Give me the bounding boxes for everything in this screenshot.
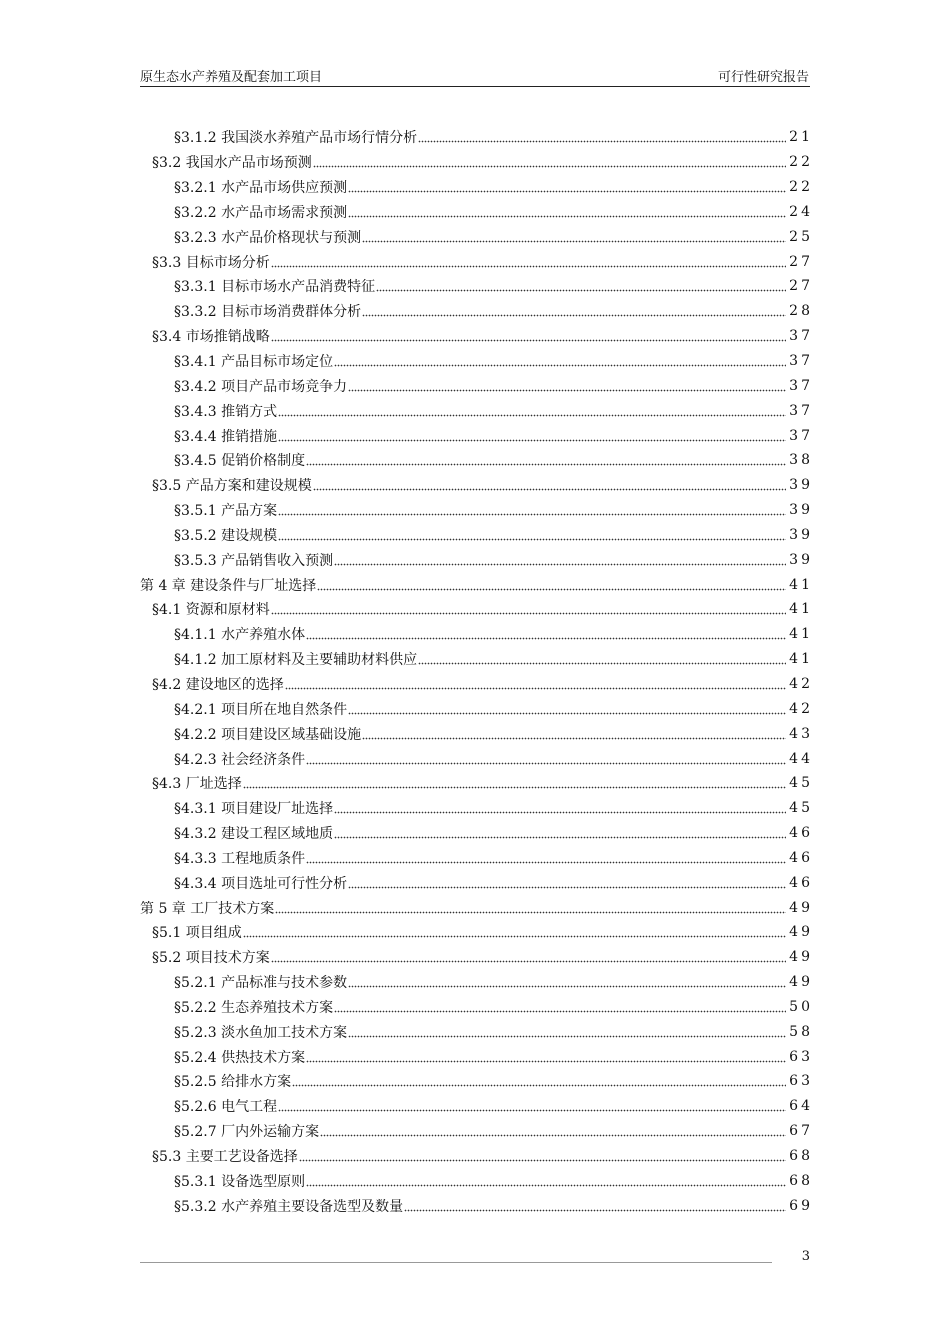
toc-entry-page: 39: [789, 551, 813, 568]
toc-dot-leader: [320, 1125, 786, 1137]
toc-entry-title: §4.1 资源和原材料: [152, 602, 270, 619]
toc-entry-title: §4.2.3 社会经济条件: [174, 751, 306, 768]
toc-entry-page: 41: [789, 651, 813, 668]
toc-entry[interactable]: [140, 1193, 813, 1218]
toc-dot-leader: [334, 554, 786, 566]
toc-entry-page: 28: [789, 303, 813, 320]
toc-entry-page: 50: [789, 998, 813, 1015]
toc-entry[interactable]: [140, 746, 813, 771]
toc-entry[interactable]: [140, 647, 813, 672]
toc-entry-title: §3.4 市场推销战略: [152, 329, 270, 346]
toc-dot-leader: [313, 479, 786, 491]
toc-entry-page: 37: [789, 377, 813, 394]
toc-entry-title: §4.2 建设地区的选择: [152, 676, 284, 693]
toc-entry-page: 69: [789, 1197, 813, 1214]
toc-entry-page: 39: [789, 526, 813, 543]
toc-dot-leader: [292, 1075, 786, 1087]
toc-entry-page: 41: [789, 601, 813, 618]
toc-entry-page: 46: [789, 874, 813, 891]
toc-entry[interactable]: [140, 796, 813, 821]
toc-dot-leader: [348, 703, 786, 715]
toc-entry[interactable]: [140, 398, 813, 423]
toc-entry[interactable]: [140, 523, 813, 548]
toc-entry-title: §5.3.2 水产养殖主要设备选型及数量: [174, 1198, 404, 1215]
toc-dot-leader: [306, 1175, 786, 1187]
toc-entry-page: 22: [789, 179, 813, 196]
toc-dot-leader: [418, 653, 786, 665]
toc-dot-leader: [278, 504, 786, 516]
toc-entry[interactable]: [140, 672, 813, 697]
toc-entry[interactable]: [140, 299, 813, 324]
toc-entry[interactable]: [140, 920, 813, 945]
toc-dot-leader: [334, 827, 786, 839]
toc-entry-page: 46: [789, 849, 813, 866]
table-of-contents: [140, 125, 813, 1218]
toc-entry-title: §4.1.2 加工原材料及主要辅助材料供应: [174, 652, 418, 669]
toc-entry-page: 27: [789, 253, 813, 270]
toc-entry-title: §3.3.1 目标市场水产品消费特征: [174, 279, 376, 296]
toc-entry-title: §4.3.2 建设工程区域地质: [174, 826, 334, 843]
toc-dot-leader: [334, 355, 786, 367]
toc-entry-page: 49: [789, 899, 813, 916]
toc-entry-title: §3.3.2 目标市场消费群体分析: [174, 304, 362, 321]
toc-dot-leader: [306, 753, 786, 765]
toc-dot-leader: [299, 1150, 786, 1162]
toc-entry-page: 21: [789, 129, 813, 146]
toc-dot-leader: [362, 305, 786, 317]
toc-entry[interactable]: [140, 1044, 813, 1069]
toc-entry-title: §3.1.2 我国淡水养殖产品市场行情分析: [174, 130, 418, 147]
toc-entry-title: §3.2.2 水产品市场需求预测: [174, 204, 348, 221]
toc-entry-page: 37: [789, 353, 813, 370]
toc-entry-page: 38: [789, 452, 813, 469]
toc-entry[interactable]: [140, 324, 813, 349]
toc-entry-title: §3.5.3 产品销售收入预测: [174, 552, 334, 569]
toc-entry-page: 24: [789, 203, 813, 220]
toc-dot-leader: [271, 603, 786, 615]
toc-entry-title: §3.2.3 水产品价格现状与预测: [174, 229, 362, 246]
toc-entry[interactable]: [140, 274, 813, 299]
toc-entry[interactable]: [140, 150, 813, 175]
toc-entry[interactable]: [140, 498, 813, 523]
header-document-type: 可行性研究报告: [717, 70, 809, 85]
toc-dot-leader: [306, 628, 786, 640]
toc-dot-leader: [285, 678, 786, 690]
toc-entry-page: 67: [789, 1123, 813, 1140]
toc-entry[interactable]: [140, 175, 813, 200]
toc-entry[interactable]: [140, 945, 813, 970]
toc-entry-page: 41: [789, 626, 813, 643]
footer-divider: [140, 1262, 772, 1263]
toc-entry-page: 49: [789, 924, 813, 941]
toc-entry[interactable]: [140, 125, 813, 150]
toc-entry-title: §5.2.2 生态养殖技术方案: [174, 999, 334, 1016]
toc-dot-leader: [278, 529, 786, 541]
toc-entry-title: §4.3.3 工程地质条件: [174, 850, 306, 867]
toc-entry-page: 49: [789, 949, 813, 966]
toc-entry-page: 25: [789, 228, 813, 245]
toc-entry-title: §5.2.1 产品标准与技术参数: [174, 975, 348, 992]
toc-entry-page: 39: [789, 502, 813, 519]
toc-entry[interactable]: [140, 721, 813, 746]
toc-entry-page: 45: [789, 800, 813, 817]
toc-dot-leader: [306, 852, 786, 864]
toc-entry-title: 第 5 章 工厂技术方案: [140, 900, 275, 917]
toc-entry-page: 41: [789, 576, 813, 593]
toc-entry[interactable]: [140, 870, 813, 895]
toc-entry[interactable]: [140, 373, 813, 398]
toc-entry[interactable]: [140, 845, 813, 870]
toc-entry-page: 63: [789, 1073, 813, 1090]
toc-entry[interactable]: [140, 547, 813, 572]
toc-entry[interactable]: [140, 1069, 813, 1094]
toc-entry[interactable]: [140, 1119, 813, 1144]
toc-dot-leader: [334, 802, 786, 814]
toc-entry-page: 42: [789, 700, 813, 717]
toc-entry[interactable]: [140, 970, 813, 995]
toc-entry-title: §3.2 我国水产品市场预测: [152, 155, 312, 172]
toc-entry[interactable]: [140, 572, 813, 597]
toc-dot-leader: [317, 579, 786, 591]
toc-dot-leader: [376, 280, 786, 292]
toc-entry-title: §5.2.5 给排水方案: [174, 1074, 292, 1091]
toc-entry-page: 37: [789, 402, 813, 419]
toc-entry[interactable]: [140, 349, 813, 374]
toc-entry-title: §4.1.1 水产养殖水体: [174, 627, 306, 644]
toc-entry-title: §3.5.2 建设规模: [174, 527, 278, 544]
toc-entry-page: 43: [789, 725, 813, 742]
toc-dot-leader: [362, 231, 786, 243]
toc-entry[interactable]: [140, 448, 813, 473]
toc-entry[interactable]: [140, 622, 813, 647]
header-divider: [140, 86, 810, 87]
toc-dot-leader: [306, 454, 786, 466]
toc-entry-title: §3.2.1 水产品市场供应预测: [174, 180, 348, 197]
toc-entry-title: §5.3 主要工艺设备选择: [152, 1149, 298, 1166]
toc-entry[interactable]: [140, 1094, 813, 1119]
toc-entry-title: §4.3.1 项目建设厂址选择: [174, 801, 334, 818]
toc-dot-leader: [243, 926, 786, 938]
toc-entry-title: §5.2.6 电气工程: [174, 1099, 278, 1116]
toc-entry-page: 46: [789, 825, 813, 842]
toc-entry-page: 64: [789, 1098, 813, 1115]
toc-entry-page: 42: [789, 675, 813, 692]
toc-entry-title: §5.3.1 设备选型原则: [174, 1173, 306, 1190]
toc-entry[interactable]: [140, 771, 813, 796]
toc-entry-title: §3.5 产品方案和建设规模: [152, 478, 312, 495]
toc-dot-leader: [278, 430, 786, 442]
toc-entry-title: §4.3.4 项目选址可行性分析: [174, 875, 348, 892]
toc-entry[interactable]: [140, 473, 813, 498]
toc-entry-title: §5.2 项目技术方案: [152, 950, 270, 967]
toc-entry-title: §3.4.1 产品目标市场定位: [174, 354, 334, 371]
toc-dot-leader: [362, 728, 786, 740]
toc-entry[interactable]: [140, 423, 813, 448]
toc-entry-title: §3.4.2 项目产品市场竞争力: [174, 378, 348, 395]
toc-entry[interactable]: [140, 696, 813, 721]
toc-entry-page: 27: [789, 278, 813, 295]
toc-entry-title: §5.2.4 供热技术方案: [174, 1049, 306, 1066]
toc-entry[interactable]: [140, 895, 813, 920]
toc-dot-leader: [243, 777, 786, 789]
toc-entry-title: §4.3 厂址选择: [152, 776, 242, 793]
toc-entry[interactable]: [140, 1144, 813, 1169]
toc-dot-leader: [271, 951, 786, 963]
toc-dot-leader: [271, 256, 786, 268]
toc-entry-page: 63: [789, 1048, 813, 1065]
toc-entry[interactable]: [140, 249, 813, 274]
toc-dot-leader: [348, 380, 786, 392]
toc-dot-leader: [348, 877, 786, 889]
toc-entry[interactable]: [140, 1019, 813, 1044]
toc-dot-leader: [418, 131, 786, 143]
toc-entry-title: §3.3 目标市场分析: [152, 254, 270, 271]
toc-dot-leader: [278, 405, 786, 417]
toc-entry-page: 68: [789, 1172, 813, 1189]
toc-entry[interactable]: [140, 597, 813, 622]
toc-dot-leader: [275, 902, 786, 914]
toc-entry-page: 22: [789, 154, 813, 171]
toc-entry-page: 49: [789, 974, 813, 991]
toc-dot-leader: [306, 1051, 786, 1063]
toc-entry-title: §3.4.3 推销方式: [174, 403, 278, 420]
toc-entry-title: §5.1 项目组成: [152, 925, 242, 942]
toc-dot-leader: [348, 206, 786, 218]
toc-dot-leader: [348, 976, 786, 988]
toc-entry[interactable]: [140, 224, 813, 249]
toc-dot-leader: [271, 330, 786, 342]
toc-entry-title: §5.2.7 厂内外运输方案: [174, 1124, 320, 1141]
toc-dot-leader: [348, 1026, 786, 1038]
toc-dot-leader: [313, 156, 786, 168]
toc-dot-leader: [348, 181, 786, 193]
toc-entry[interactable]: [140, 200, 813, 225]
toc-entry-title: §3.4.5 促销价格制度: [174, 453, 306, 470]
header-project-title: 原生态水产养殖及配套加工项目: [140, 70, 323, 85]
footer-page-number: 3: [801, 1249, 810, 1264]
toc-entry-title: 第 4 章 建设条件与厂址选择: [140, 577, 317, 594]
toc-entry-page: 58: [789, 1023, 813, 1040]
toc-entry-page: 68: [789, 1148, 813, 1165]
toc-dot-leader: [334, 1001, 786, 1013]
toc-entry-page: 39: [789, 477, 813, 494]
toc-dot-leader: [404, 1200, 786, 1212]
toc-entry-title: §5.2.3 淡水鱼加工技术方案: [174, 1024, 348, 1041]
toc-entry-title: §4.2.1 项目所在地自然条件: [174, 701, 348, 718]
toc-entry[interactable]: [140, 995, 813, 1020]
toc-entry-title: §4.2.2 项目建设区域基础设施: [174, 726, 362, 743]
toc-entry-page: 45: [789, 775, 813, 792]
toc-dot-leader: [278, 1100, 786, 1112]
toc-entry-page: 37: [789, 328, 813, 345]
toc-entry[interactable]: [140, 1168, 813, 1193]
toc-entry[interactable]: [140, 821, 813, 846]
toc-entry-title: §3.4.4 推销措施: [174, 428, 278, 445]
toc-entry-page: 37: [789, 427, 813, 444]
toc-entry-title: §3.5.1 产品方案: [174, 503, 278, 520]
toc-entry-page: 44: [789, 750, 813, 767]
